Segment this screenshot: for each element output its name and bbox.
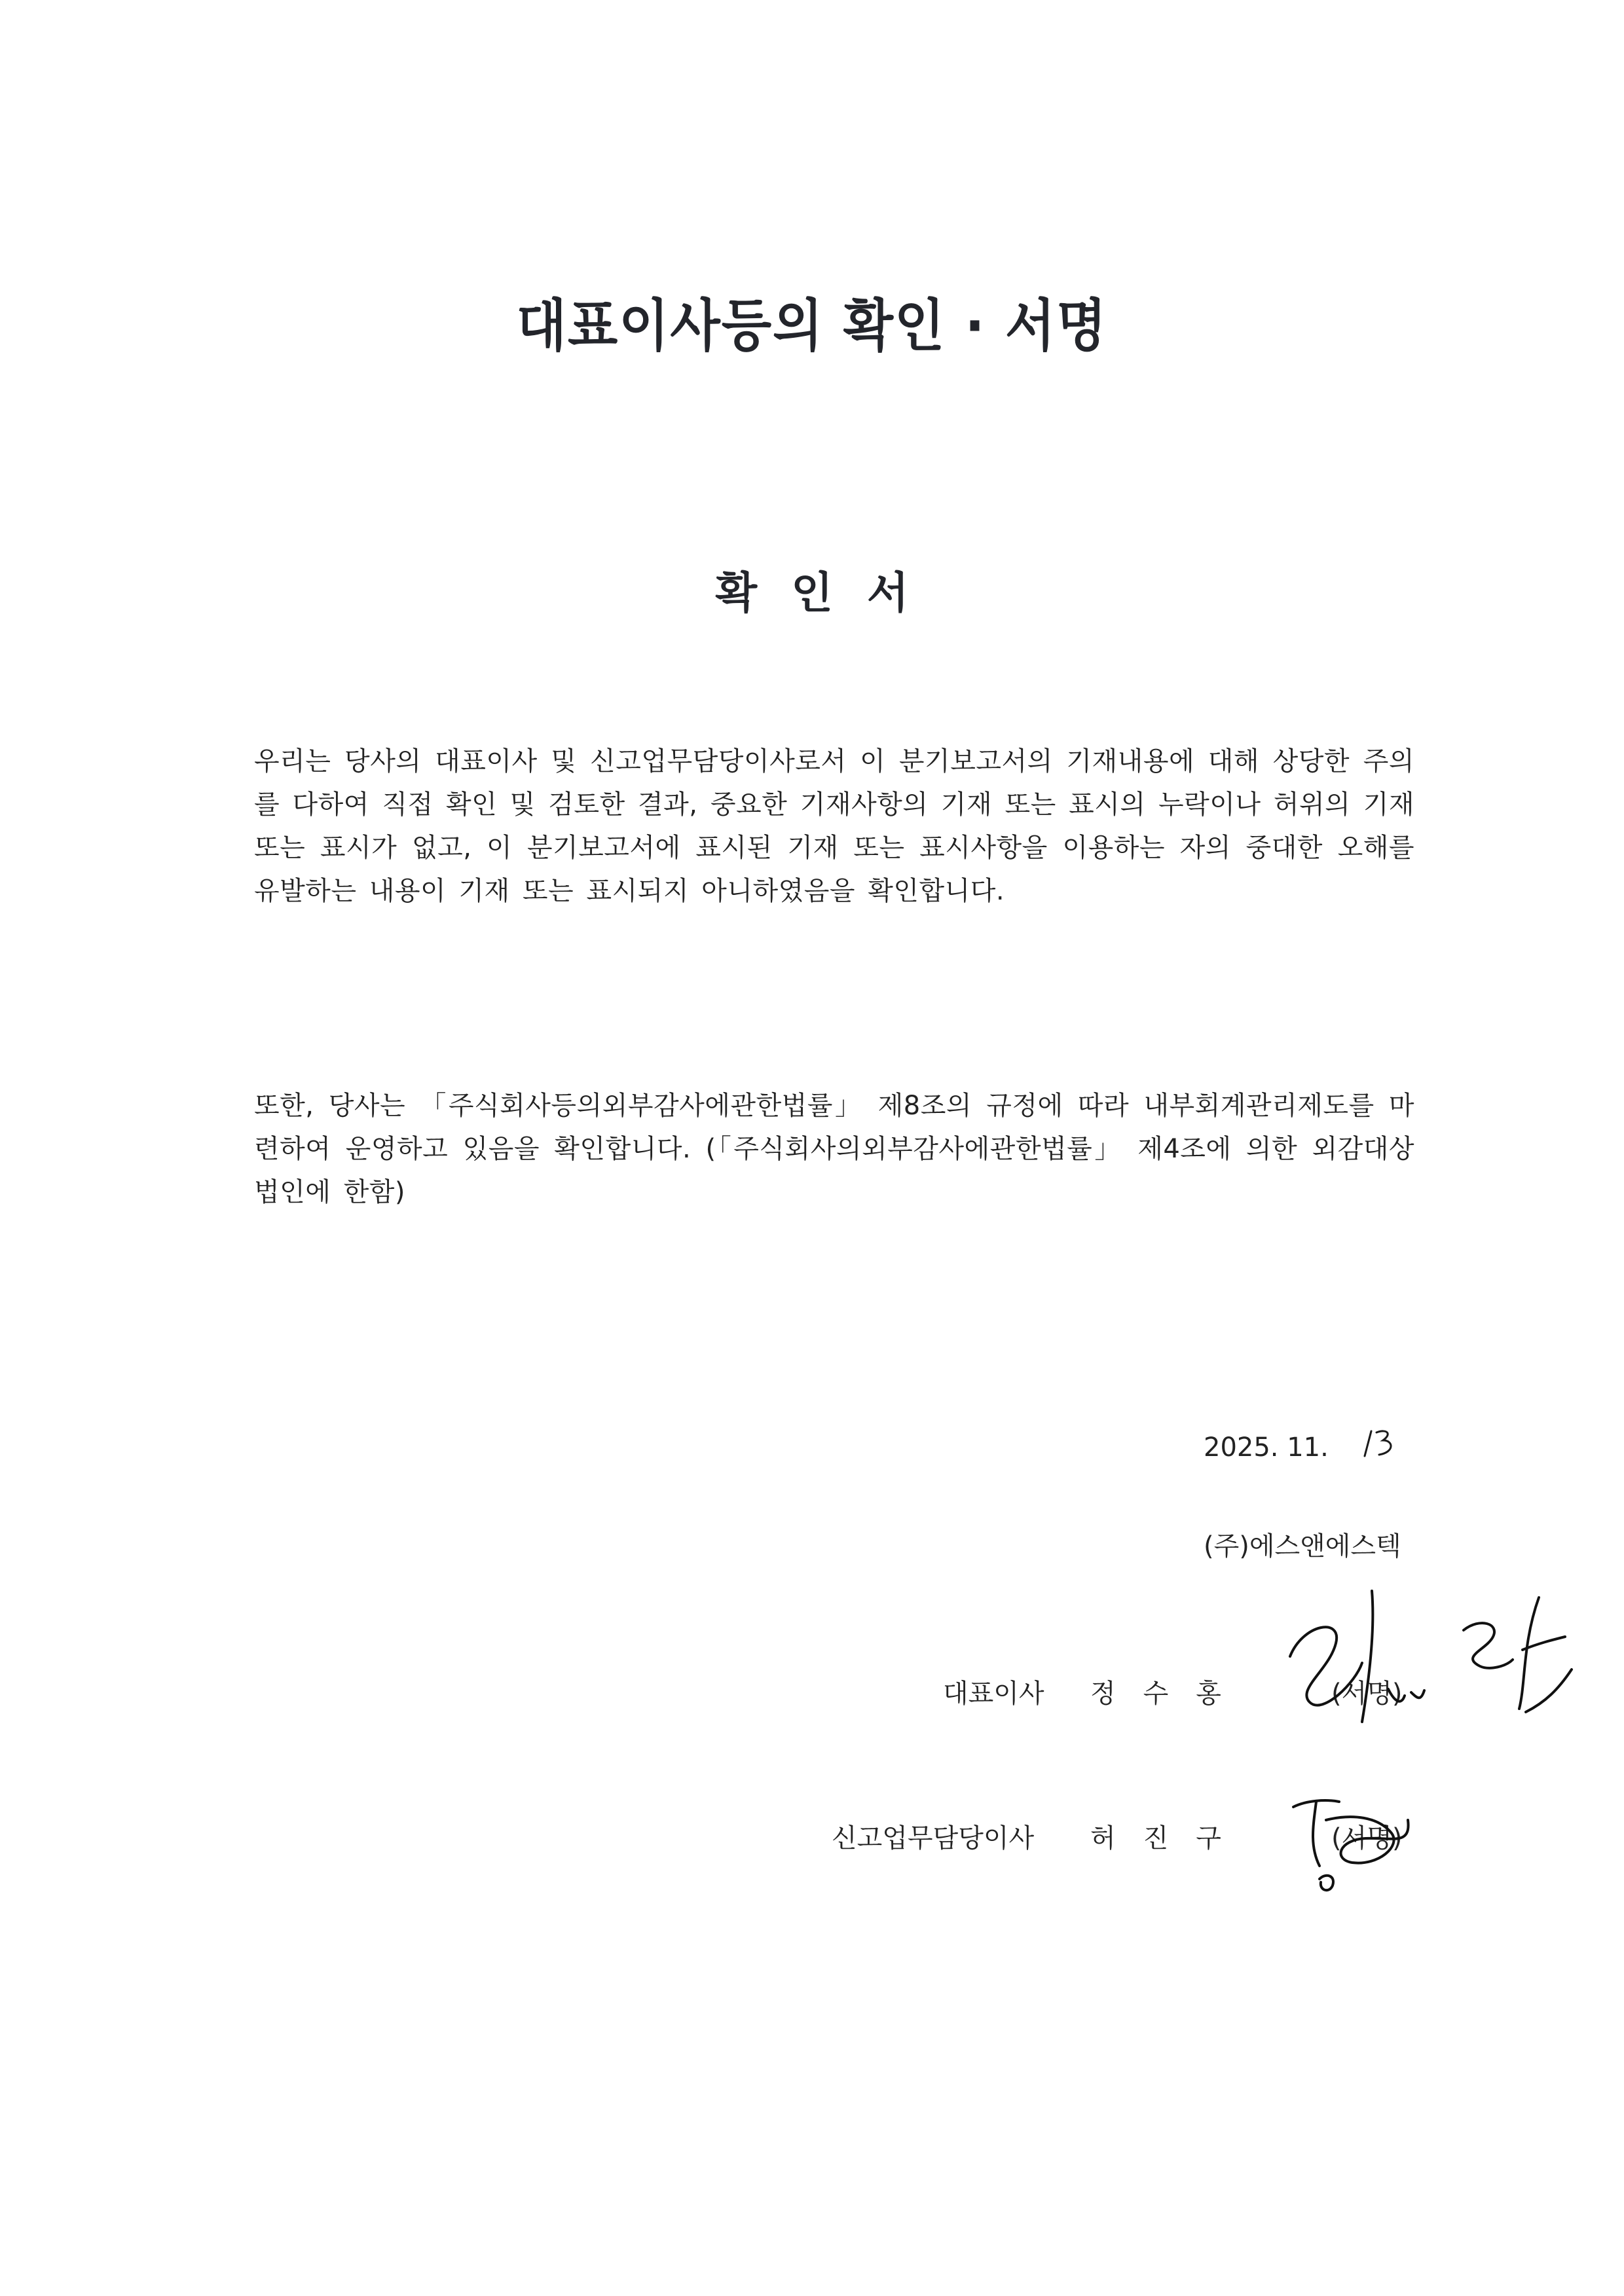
internal-control-paragraph: 또한, 당사는 「주식회사등의외부감사에관한법률」 제8조의 규정에 따라 내부회계관리제도를 마련하여 운영하고 있음을 확인합니다. (「주식회사의외부감사에관한법률」 제4조에 의한 외감대상법인에 한함) bbox=[254, 1091, 1414, 1207]
document-subtitle: 확인서 bbox=[715, 568, 943, 618]
ceo-signature bbox=[1264, 1552, 1604, 1748]
handwritten-day bbox=[1361, 1427, 1400, 1460]
document-page: 대표이사등의 확인 · 서명 확인서 우리는 당사의 대표이사 및 신고업무담당이사로서 이 분기보고서의 기재내용에 대해 상당한 주의를 다하여 직접 확인 및 검토한 결과, 중요한 기재사항의 기재 또는 표시의 누락이나 허위의 기재 또는 표시가 없고, 이 분기보고서에 표시된 기재 또는 표시사항을 이용하는 자의 중대한 오해를 유발하는 내용이 기재 또는 표시되지 아니하였음을 확인합니다. 또한, 당사는 「주식회사등의외부감사에관한법률」 제8조의 규정에 따라 내부회계관리제도를 마련하여 운영하고 있음을 확인합니다. (「주식회사의외부감사에관한법률」 제4조에 의한 외감대상법인에 한함) 2025. 11. (주)에스앤에스텍 대표이사 정수홍 (서명) 신고업무담당이사 허진구 (서명) bbox=[0, 0, 1624, 2296]
document-date: 2025. 11. bbox=[1204, 1432, 1329, 1463]
signature-label: (서명) bbox=[1331, 1823, 1403, 1853]
company-name: (주)에스앤에스텍 bbox=[1204, 1531, 1401, 1561]
signatory-name: 허진구 bbox=[1090, 1823, 1249, 1853]
signature-label: (서명) bbox=[1331, 1679, 1403, 1709]
reporting-director-signature bbox=[1280, 1781, 1450, 1899]
confirmation-paragraph: 우리는 당사의 대표이사 및 신고업무담당이사로서 이 분기보고서의 기재내용에 대해 상당한 주의를 다하여 직접 확인 및 검토한 결과, 중요한 기재사항의 기재 또는 표시의 누락이나 허위의 기재 또는 표시가 없고, 이 분기보고서에 표시된 기재 또는 표시사항을 이용하는 자의 중대한 오해를 유발하는 내용이 기재 또는 표시되지 아니하였음을 확인합니다. bbox=[254, 746, 1414, 906]
signatory-name: 정수홍 bbox=[1090, 1679, 1249, 1709]
document-title: 대표이사등의 확인 · 서명 bbox=[516, 293, 1108, 359]
